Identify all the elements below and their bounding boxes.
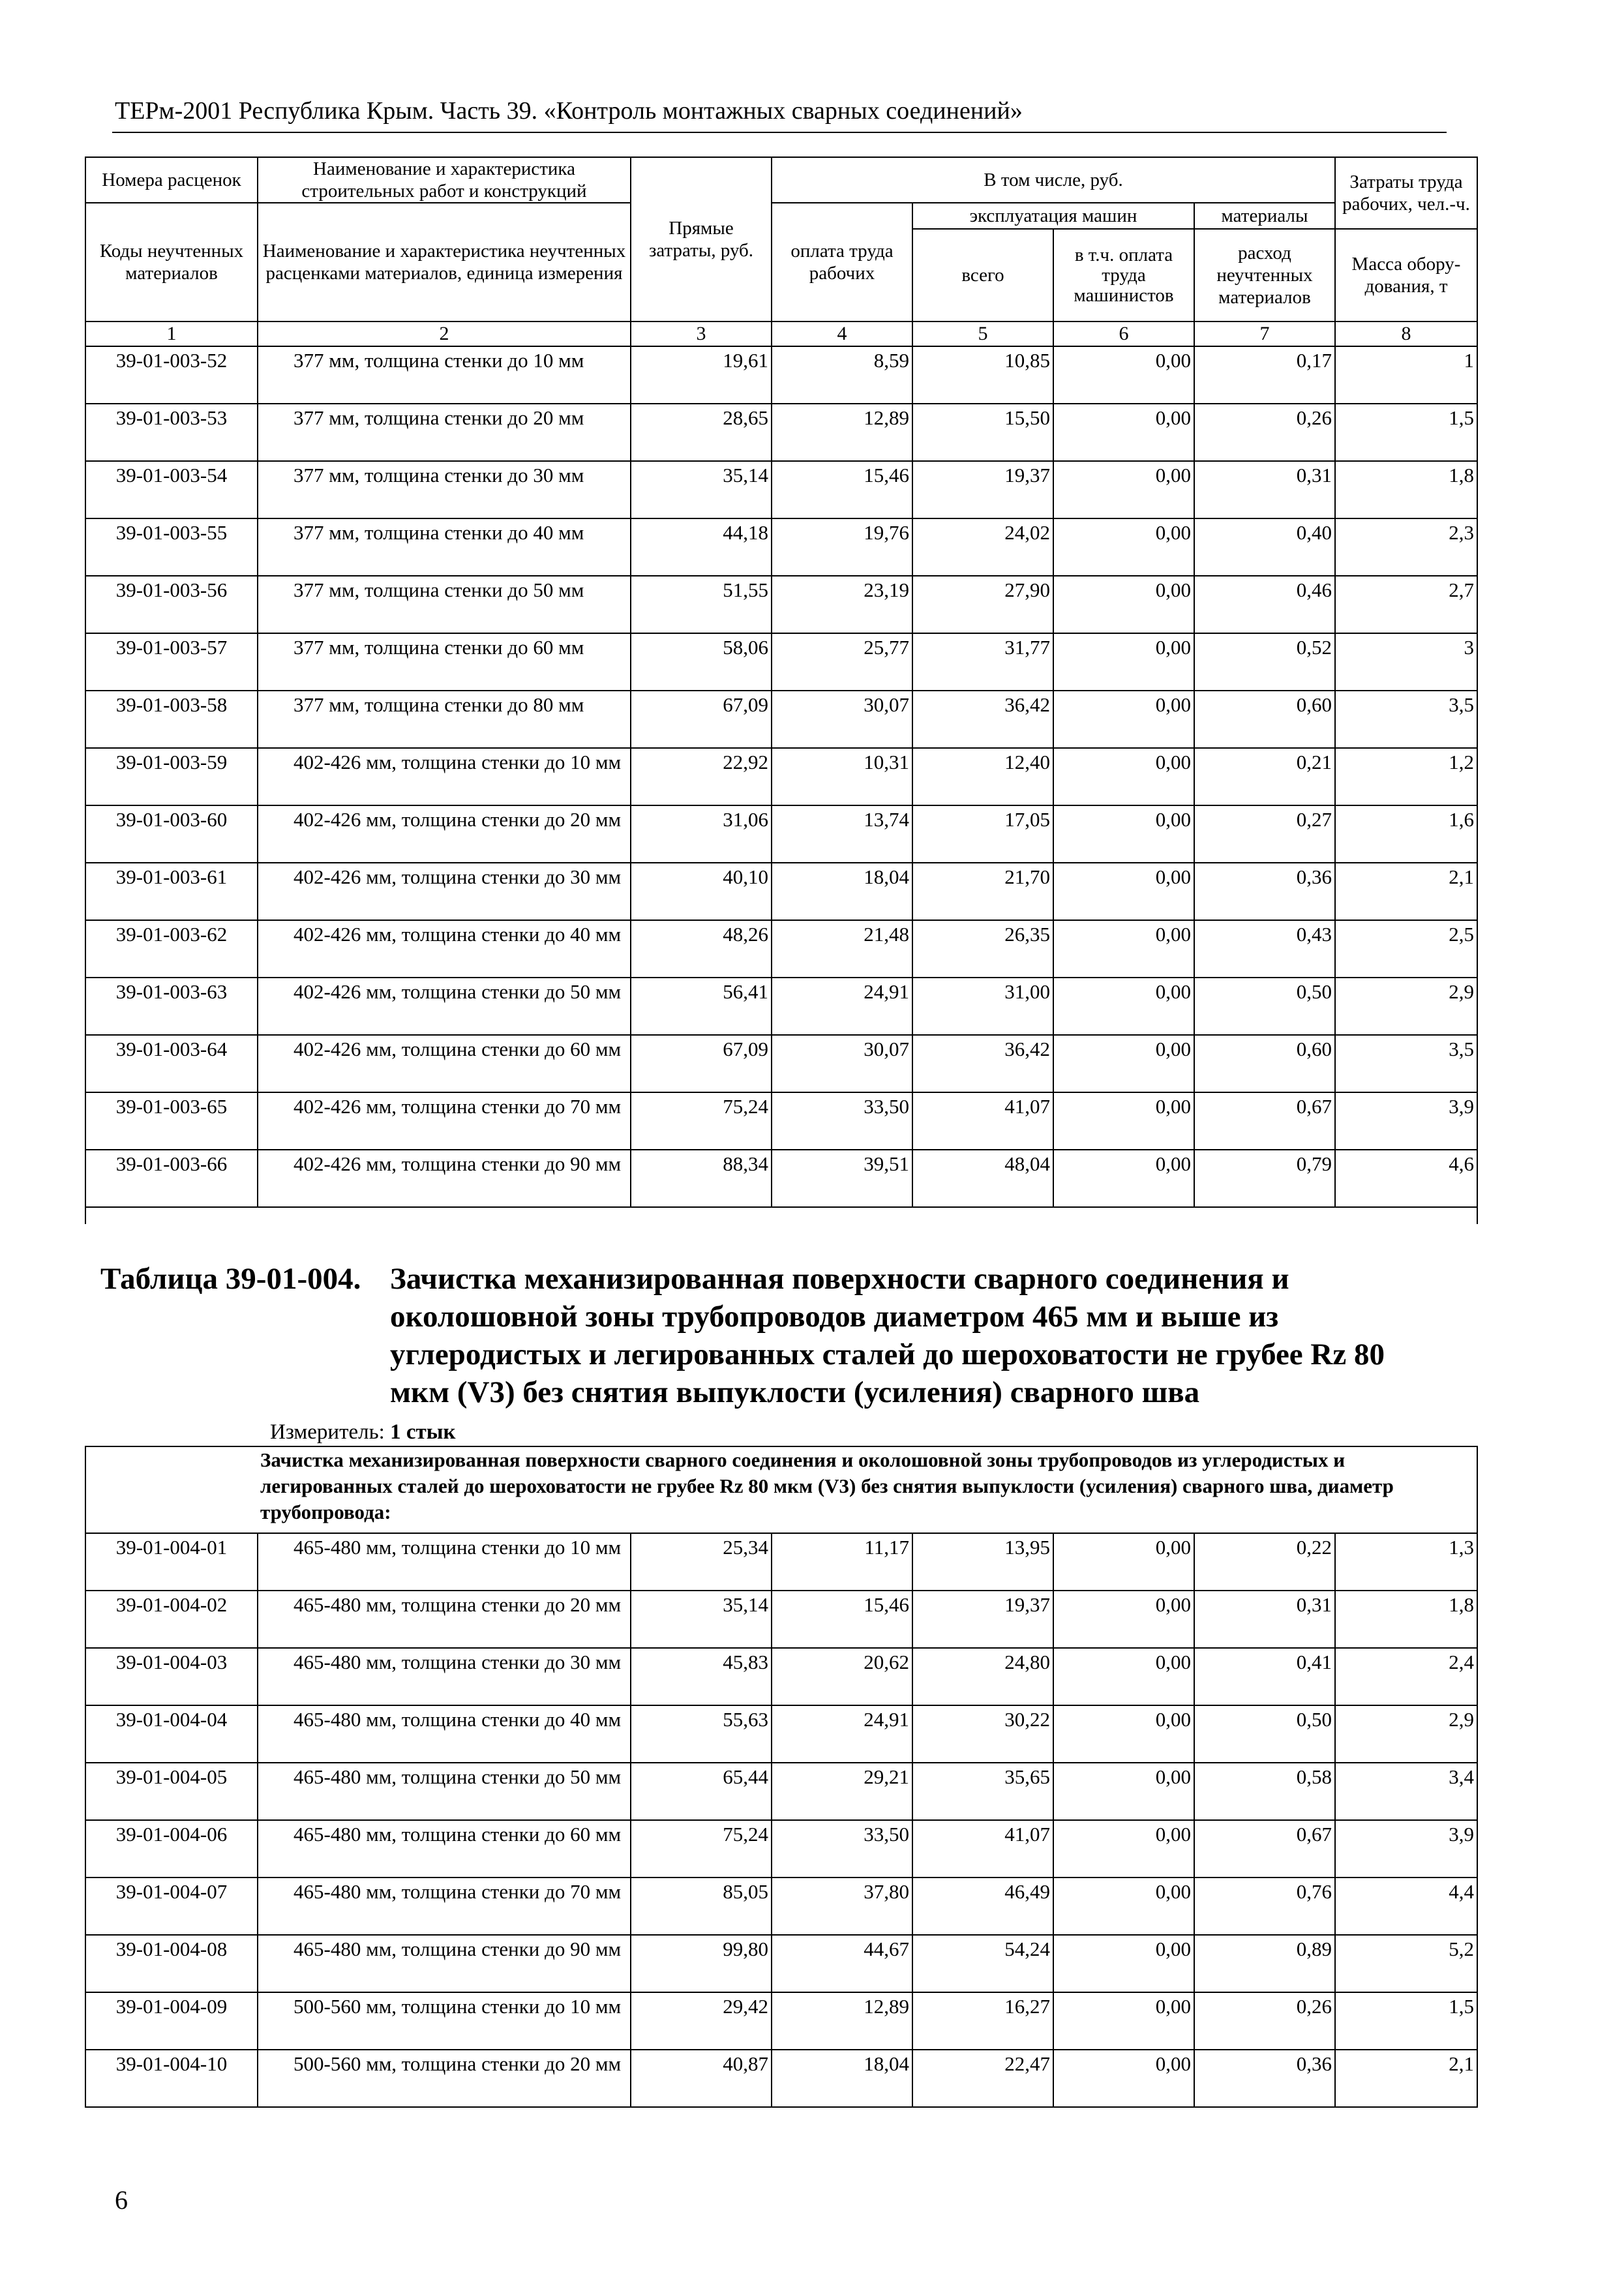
labor-costs-value: 5,2 — [1335, 1935, 1477, 1992]
machinist-wages-value: 0,00 — [1053, 2050, 1194, 2107]
machines-value: 27,90 — [912, 576, 1053, 633]
work-name: 465-480 мм, толщина стенки до 10 мм — [258, 1533, 631, 1591]
work-name: 377 мм, толщина стенки до 60 мм — [258, 633, 631, 691]
header-rate-numbers: Номера расценок — [85, 157, 258, 203]
work-name: 465-480 мм, толщина стенки до 90 мм — [258, 1935, 631, 1992]
machines-value: 10,85 — [912, 346, 1053, 404]
table-row — [85, 346, 1477, 404]
direct-costs-value: 51,55 — [631, 576, 772, 633]
wages-value: 44,67 — [772, 1935, 912, 1992]
labor-costs-value: 1,5 — [1335, 1992, 1477, 2050]
materials-value: 0,36 — [1194, 863, 1335, 920]
work-name: 465-480 мм, толщина стенки до 50 мм — [258, 1763, 631, 1820]
machines-value: 19,37 — [912, 1591, 1053, 1648]
rate-code: 39-01-003-65 — [85, 1092, 258, 1150]
table-row — [85, 1150, 1477, 1207]
table-row — [85, 633, 1477, 691]
wages-value: 15,46 — [772, 461, 912, 518]
materials-value: 0,50 — [1194, 978, 1335, 1035]
wages-value: 30,07 — [772, 1035, 912, 1092]
wages-value: 30,07 — [772, 691, 912, 748]
direct-costs-value: 65,44 — [631, 1763, 772, 1820]
materials-value: 0,26 — [1194, 404, 1335, 461]
work-name: 465-480 мм, толщина стенки до 70 мм — [258, 1878, 631, 1935]
table-row — [85, 1705, 1477, 1763]
labor-costs-value: 1,3 — [1335, 1533, 1477, 1591]
table-row — [85, 1763, 1477, 1820]
machines-value: 46,49 — [912, 1878, 1053, 1935]
table-row — [85, 1878, 1477, 1935]
work-name: 402-426 мм, толщина стенки до 10 мм — [258, 748, 631, 805]
rate-code: 39-01-004-09 — [85, 1992, 258, 2050]
table-row — [85, 1992, 1477, 2050]
column-number: 4 — [772, 322, 912, 346]
column-number: 1 — [85, 322, 258, 346]
machines-value: 15,50 — [912, 404, 1053, 461]
direct-costs-value: 29,42 — [631, 1992, 772, 2050]
work-name: 402-426 мм, толщина стенки до 40 мм — [258, 920, 631, 978]
materials-value: 0,22 — [1194, 1533, 1335, 1591]
machinist-wages-value: 0,00 — [1053, 1763, 1194, 1820]
labor-costs-value: 2,7 — [1335, 576, 1477, 633]
wages-value: 13,74 — [772, 805, 912, 863]
direct-costs-value: 35,14 — [631, 1591, 772, 1648]
measurer — [270, 1420, 456, 1444]
column-number: 2 — [258, 322, 631, 346]
header-labor-costs: Затраты труда рабочих, чел.-ч. — [1335, 157, 1477, 229]
materials-value: 0,79 — [1194, 1150, 1335, 1207]
rate-code: 39-01-003-59 — [85, 748, 258, 805]
wages-value: 29,21 — [772, 1763, 912, 1820]
materials-value: 0,31 — [1194, 461, 1335, 518]
wages-value: 33,50 — [772, 1092, 912, 1150]
direct-costs-value: 56,41 — [631, 978, 772, 1035]
direct-costs-value: 99,80 — [631, 1935, 772, 1992]
work-name: 402-426 мм, толщина стенки до 50 мм — [258, 978, 631, 1035]
rows-bottom — [85, 1533, 1477, 2107]
machinist-wages-value: 0,00 — [1053, 863, 1194, 920]
work-name: 402-426 мм, толщина стенки до 20 мм — [258, 805, 631, 863]
table-row — [85, 2050, 1477, 2107]
header-unaccounted-material-name: Наименование и характеристика неучтенных расценками материалов, единица измерения — [258, 203, 631, 322]
table-row — [85, 404, 1477, 461]
machines-value: 16,27 — [912, 1992, 1053, 2050]
rate-code: 39-01-004-07 — [85, 1878, 258, 1935]
table-row — [85, 518, 1477, 576]
rate-code: 39-01-004-08 — [85, 1935, 258, 1992]
work-name: 500-560 мм, толщина стенки до 10 мм — [258, 1992, 631, 2050]
rate-code: 39-01-003-53 — [85, 404, 258, 461]
machines-value: 13,95 — [912, 1533, 1053, 1591]
rate-code: 39-01-003-54 — [85, 461, 258, 518]
wages-value: 23,19 — [772, 576, 912, 633]
direct-costs-value: 45,83 — [631, 1648, 772, 1705]
rate-code: 39-01-004-05 — [85, 1763, 258, 1820]
table-row — [85, 920, 1477, 978]
machines-value: 30,22 — [912, 1705, 1053, 1763]
wages-value: 20,62 — [772, 1648, 912, 1705]
materials-value: 0,89 — [1194, 1935, 1335, 1992]
header-direct-costs: Прямые затраты, руб. — [631, 157, 772, 322]
measurer-label: Измеритель: — [270, 1420, 385, 1444]
materials-value: 0,46 — [1194, 576, 1335, 633]
labor-costs-value: 3,5 — [1335, 691, 1477, 748]
wages-value: 24,91 — [772, 978, 912, 1035]
labor-costs-value: 3,9 — [1335, 1092, 1477, 1150]
wages-value: 10,31 — [772, 748, 912, 805]
table-row — [85, 805, 1477, 863]
work-name: 402-426 мм, толщина стенки до 30 мм — [258, 863, 631, 920]
table-row — [85, 748, 1477, 805]
wages-value: 24,91 — [772, 1705, 912, 1763]
labor-costs-value: 2,3 — [1335, 518, 1477, 576]
direct-costs-value: 19,61 — [631, 346, 772, 404]
machinist-wages-value: 0,00 — [1053, 518, 1194, 576]
machines-value: 36,42 — [912, 691, 1053, 748]
header-wages: оплата труда рабочих — [772, 203, 912, 322]
materials-value: 0,31 — [1194, 1591, 1335, 1648]
direct-costs-value: 48,26 — [631, 920, 772, 978]
table-row — [85, 863, 1477, 920]
materials-value: 0,27 — [1194, 805, 1335, 863]
materials-value: 0,21 — [1194, 748, 1335, 805]
machinist-wages-value: 0,00 — [1053, 978, 1194, 1035]
machinist-wages-value: 0,00 — [1053, 1935, 1194, 1992]
machinist-wages-value: 0,00 — [1053, 1878, 1194, 1935]
rate-code: 39-01-003-64 — [85, 1035, 258, 1092]
labor-costs-value: 3,9 — [1335, 1820, 1477, 1878]
rate-code: 39-01-003-60 — [85, 805, 258, 863]
rate-code: 39-01-004-02 — [85, 1591, 258, 1648]
machinist-wages-value: 0,00 — [1053, 1092, 1194, 1150]
rate-code: 39-01-003-66 — [85, 1150, 258, 1207]
machinist-wages-value: 0,00 — [1053, 1035, 1194, 1092]
wages-value: 37,80 — [772, 1878, 912, 1935]
header-equipment-mass: Масса обору-дования, т — [1335, 229, 1477, 322]
header-total: всего — [912, 229, 1053, 322]
table-row — [85, 691, 1477, 748]
machinist-wages-value: 0,00 — [1053, 1820, 1194, 1878]
table-row — [85, 1035, 1477, 1092]
machinist-wages-value: 0,00 — [1053, 748, 1194, 805]
labor-costs-value: 1,5 — [1335, 404, 1477, 461]
rows-top — [85, 346, 1477, 1207]
work-name: 377 мм, толщина стенки до 40 мм — [258, 518, 631, 576]
wages-value: 18,04 — [772, 2050, 912, 2107]
machinist-wages-value: 0,00 — [1053, 346, 1194, 404]
header-unaccounted-material-usage: расход неучтенных материалов — [1194, 229, 1335, 322]
column-number: 6 — [1053, 322, 1194, 346]
machines-value: 21,70 — [912, 863, 1053, 920]
direct-costs-value: 40,10 — [631, 863, 772, 920]
materials-value: 0,41 — [1194, 1648, 1335, 1705]
column-number-row — [85, 322, 1477, 346]
wages-value: 39,51 — [772, 1150, 912, 1207]
machines-value: 48,04 — [912, 1150, 1053, 1207]
column-number: 8 — [1335, 322, 1477, 346]
machinist-wages-value: 0,00 — [1053, 1992, 1194, 2050]
machinist-wages-value: 0,00 — [1053, 404, 1194, 461]
labor-costs-value: 1,8 — [1335, 1591, 1477, 1648]
direct-costs-value: 40,87 — [631, 2050, 772, 2107]
wages-value: 15,46 — [772, 1591, 912, 1648]
rate-code: 39-01-004-03 — [85, 1648, 258, 1705]
labor-costs-value: 2,9 — [1335, 1705, 1477, 1763]
materials-value: 0,60 — [1194, 691, 1335, 748]
wages-value: 25,77 — [772, 633, 912, 691]
materials-value: 0,36 — [1194, 2050, 1335, 2107]
work-name: 402-426 мм, толщина стенки до 70 мм — [258, 1092, 631, 1150]
materials-value: 0,52 — [1194, 633, 1335, 691]
table-row — [85, 1648, 1477, 1705]
rates-table-top — [85, 157, 1478, 1224]
table-gap-row — [85, 1207, 1477, 1224]
column-number: 7 — [1194, 322, 1335, 346]
labor-costs-value: 1,8 — [1335, 461, 1477, 518]
table-row — [85, 576, 1477, 633]
labor-costs-value: 1,6 — [1335, 805, 1477, 863]
materials-value: 0,17 — [1194, 346, 1335, 404]
work-name: 402-426 мм, толщина стенки до 90 мм — [258, 1150, 631, 1207]
measurer-value: 1 стык — [390, 1420, 456, 1444]
work-name: 465-480 мм, толщина стенки до 60 мм — [258, 1820, 631, 1878]
page-number: 6 — [115, 2185, 128, 2215]
direct-costs-value: 75,24 — [631, 1092, 772, 1150]
labor-costs-value: 3,4 — [1335, 1763, 1477, 1820]
machinist-wages-value: 0,00 — [1053, 691, 1194, 748]
machinist-wages-value: 0,00 — [1053, 1533, 1194, 1591]
work-name: 465-480 мм, толщина стенки до 40 мм — [258, 1705, 631, 1763]
direct-costs-value: 67,09 — [631, 1035, 772, 1092]
rate-code: 39-01-003-56 — [85, 576, 258, 633]
wages-value: 19,76 — [772, 518, 912, 576]
wages-value: 8,59 — [772, 346, 912, 404]
direct-costs-value: 25,34 — [631, 1533, 772, 1591]
labor-costs-value: 2,9 — [1335, 978, 1477, 1035]
table-row — [85, 1533, 1477, 1591]
rate-code: 39-01-003-62 — [85, 920, 258, 978]
machines-value: 12,40 — [912, 748, 1053, 805]
header-machinist-wages: в т.ч. оплата труда машинистов — [1053, 229, 1194, 322]
labor-costs-value: 3,5 — [1335, 1035, 1477, 1092]
direct-costs-value: 67,09 — [631, 691, 772, 748]
rate-code: 39-01-004-06 — [85, 1820, 258, 1878]
rate-code: 39-01-004-10 — [85, 2050, 258, 2107]
machines-value: 41,07 — [912, 1820, 1053, 1878]
table-row — [85, 1092, 1477, 1150]
machinist-wages-value: 0,00 — [1053, 1705, 1194, 1763]
materials-value: 0,26 — [1194, 1992, 1335, 2050]
rate-code: 39-01-003-52 — [85, 346, 258, 404]
direct-costs-value: 55,63 — [631, 1705, 772, 1763]
direct-costs-value: 88,34 — [631, 1150, 772, 1207]
materials-value: 0,50 — [1194, 1705, 1335, 1763]
direct-costs-value: 75,24 — [631, 1820, 772, 1878]
rate-code: 39-01-004-01 — [85, 1533, 258, 1591]
header-rule — [112, 132, 1447, 133]
header-machine-operation: эксплуатация машин — [912, 203, 1194, 229]
machines-value: 35,65 — [912, 1763, 1053, 1820]
wages-value: 18,04 — [772, 863, 912, 920]
table-row — [85, 1935, 1477, 1992]
materials-value: 0,67 — [1194, 1820, 1335, 1878]
materials-value: 0,40 — [1194, 518, 1335, 576]
materials-value: 0,43 — [1194, 920, 1335, 978]
machinist-wages-value: 0,00 — [1053, 461, 1194, 518]
machines-value: 17,05 — [912, 805, 1053, 863]
machines-value: 31,77 — [912, 633, 1053, 691]
table-row — [85, 978, 1477, 1035]
machinist-wages-value: 0,00 — [1053, 920, 1194, 978]
header-materials: материалы — [1194, 203, 1335, 229]
machines-value: 24,80 — [912, 1648, 1053, 1705]
header-work-name: Наименование и характеристика строительных работ и конструкций — [258, 157, 631, 203]
direct-costs-value: 44,18 — [631, 518, 772, 576]
rate-code: 39-01-003-61 — [85, 863, 258, 920]
direct-costs-value: 85,05 — [631, 1878, 772, 1935]
labor-costs-value: 2,4 — [1335, 1648, 1477, 1705]
direct-costs-value: 28,65 — [631, 404, 772, 461]
machinist-wages-value: 0,00 — [1053, 1150, 1194, 1207]
labor-costs-value: 1,2 — [1335, 748, 1477, 805]
machinist-wages-value: 0,00 — [1053, 1648, 1194, 1705]
rate-code: 39-01-004-04 — [85, 1705, 258, 1763]
column-number: 5 — [912, 322, 1053, 346]
machines-value: 22,47 — [912, 2050, 1053, 2107]
wages-value: 33,50 — [772, 1820, 912, 1878]
work-name: 377 мм, толщина стенки до 30 мм — [258, 461, 631, 518]
table-subheading: Зачистка механизированная поверхности сварного соединения и околошовной зоны трубопроводов из углеродистых и легированных сталей до шероховатости не грубее Rz 80 мкм (V3) без снятия выпуклости (усиления) сварного шва, диаметр трубопровода: — [258, 1446, 1477, 1533]
work-name: 377 мм, толщина стенки до 80 мм — [258, 691, 631, 748]
rates-table-bottom — [85, 1446, 1478, 2108]
machines-value: 26,35 — [912, 920, 1053, 978]
materials-value: 0,67 — [1194, 1092, 1335, 1150]
work-name: 402-426 мм, толщина стенки до 60 мм — [258, 1035, 631, 1092]
wages-value: 21,48 — [772, 920, 912, 978]
labor-costs-value: 2,1 — [1335, 863, 1477, 920]
machines-value: 19,37 — [912, 461, 1053, 518]
work-name: 465-480 мм, толщина стенки до 20 мм — [258, 1591, 631, 1648]
machinist-wages-value: 0,00 — [1053, 633, 1194, 691]
machines-value: 41,07 — [912, 1092, 1053, 1150]
rate-code: 39-01-003-57 — [85, 633, 258, 691]
section-title-label: Таблица 39-01-004. — [100, 1262, 361, 1296]
work-name: 377 мм, толщина стенки до 20 мм — [258, 404, 631, 461]
rate-code: 39-01-003-63 — [85, 978, 258, 1035]
column-number: 3 — [631, 322, 772, 346]
materials-value: 0,58 — [1194, 1763, 1335, 1820]
wages-value: 11,17 — [772, 1533, 912, 1591]
work-name: 377 мм, толщина стенки до 10 мм — [258, 346, 631, 404]
machines-value: 24,02 — [912, 518, 1053, 576]
rate-code: 39-01-003-55 — [85, 518, 258, 576]
labor-costs-value: 2,5 — [1335, 920, 1477, 978]
table-row — [85, 1820, 1477, 1878]
work-name: 500-560 мм, толщина стенки до 20 мм — [258, 2050, 631, 2107]
subheading-row — [85, 1446, 1477, 1533]
machines-value: 31,00 — [912, 978, 1053, 1035]
work-name: 377 мм, толщина стенки до 50 мм — [258, 576, 631, 633]
running-header: ТЕРм-2001 Республика Крым. Часть 39. «Контроль монтажных сварных соединений» — [115, 97, 1023, 125]
wages-value: 12,89 — [772, 1992, 912, 2050]
table-row — [85, 461, 1477, 518]
direct-costs-value: 35,14 — [631, 461, 772, 518]
machinist-wages-value: 0,00 — [1053, 805, 1194, 863]
header-including: В том числе, руб. — [772, 157, 1335, 203]
header-material-codes: Коды неучтенных материалов — [85, 203, 258, 322]
direct-costs-value: 22,92 — [631, 748, 772, 805]
table-header — [85, 157, 1477, 346]
labor-costs-value: 4,6 — [1335, 1150, 1477, 1207]
materials-value: 0,76 — [1194, 1878, 1335, 1935]
labor-costs-value: 1 — [1335, 346, 1477, 404]
work-name: 465-480 мм, толщина стенки до 30 мм — [258, 1648, 631, 1705]
section-title-body: Зачистка механизированная поверхности сварного соединения и околошовной зоны трубопроводов диаметром 465 мм и выше из углеродистых и легированных сталей до шероховатости не грубее Rz 80 мкм (V3) без снятия выпуклости (усиления) сварного шва — [390, 1262, 1385, 1409]
direct-costs-value: 58,06 — [631, 633, 772, 691]
labor-costs-value: 2,1 — [1335, 2050, 1477, 2107]
labor-costs-value: 4,4 — [1335, 1878, 1477, 1935]
rate-code: 39-01-003-58 — [85, 691, 258, 748]
machinist-wages-value: 0,00 — [1053, 1591, 1194, 1648]
direct-costs-value: 31,06 — [631, 805, 772, 863]
machinist-wages-value: 0,00 — [1053, 576, 1194, 633]
materials-value: 0,60 — [1194, 1035, 1335, 1092]
machines-value: 54,24 — [912, 1935, 1053, 1992]
labor-costs-value: 3 — [1335, 633, 1477, 691]
machines-value: 36,42 — [912, 1035, 1053, 1092]
wages-value: 12,89 — [772, 404, 912, 461]
table-row — [85, 1591, 1477, 1648]
